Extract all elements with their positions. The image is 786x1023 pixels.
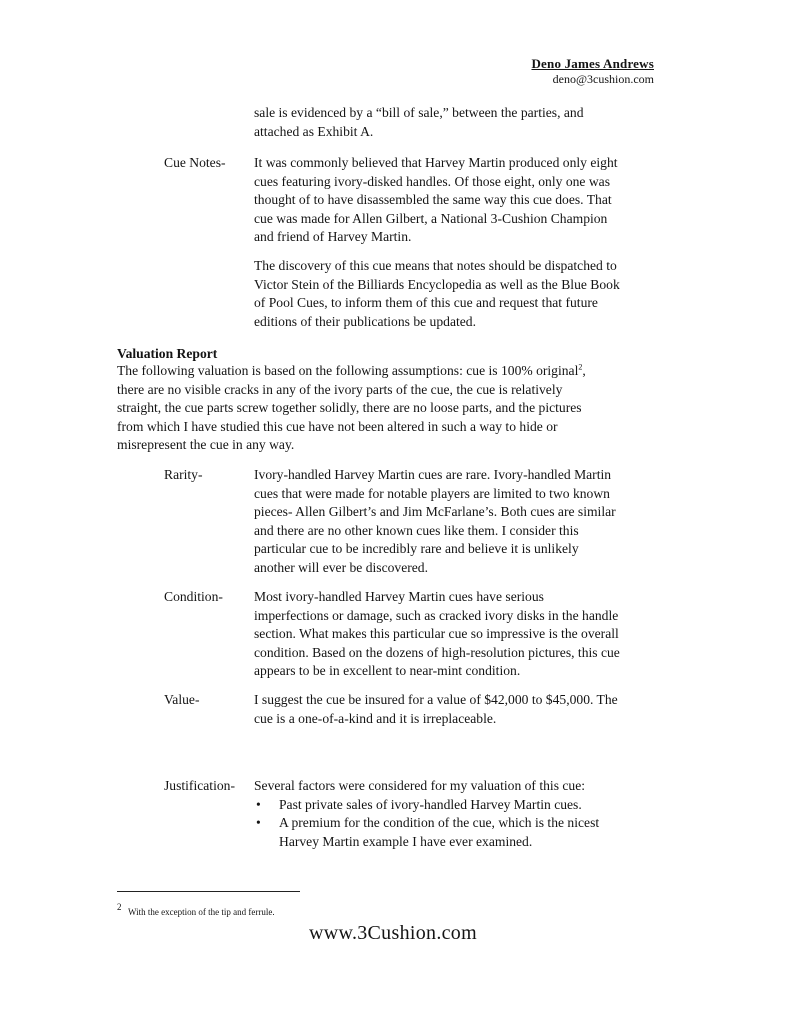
author-name: Deno James Andrews <box>531 56 654 71</box>
rarity-term: Rarity- <box>164 467 203 482</box>
cue-notes-paragraph-1: It was commonly believed that Harvey Martin produced only eight cues featuring ivory-disked handles. Of those eight, only one was thought of to have disassembled the same way this cue does. That cue was made for Allen Gilbert, a National 3-Cushion Champion and friend of Harvey Martin. <box>254 155 618 244</box>
value-paragraph: I suggest the cue be insured for a value of $42,000 to $45,000. The cue is a one-of-a-kind and it is irreplaceable. <box>254 692 618 726</box>
footer-website: www.3Cushion.com <box>309 922 477 944</box>
justification-intro: Several factors were considered for my valuation of this cue: <box>254 778 586 793</box>
list-item: • Past private sales of ivory-handled Harvey Martin cues. <box>254 796 599 815</box>
author-email: deno@3cushion.com <box>552 72 654 86</box>
justification-list <box>254 796 599 852</box>
cue-notes-term: Cue Notes- <box>164 155 226 170</box>
footnote-mark: 2 <box>117 902 122 912</box>
condition-paragraph: Most ivory-handled Harvey Martin cues have serious imperfections or damage, such as cracked ivory disks in the handle section. What makes this particular cue so impressive is the overall condition. Based on the dozens of high-resolution pictures, this cue appears to be in excellent to near-mint condition. <box>254 589 620 678</box>
cue-notes-paragraph-2: The discovery of this cue means that notes should be dispatched to Victor Stein of the Billiards Encyclopedia as well as the Blue Book of Pool Cues, to inform them of this cue and request that future editions of their publications be updated. <box>254 258 620 329</box>
valuation-first-line <box>117 362 586 381</box>
valuation-paragraph: there are no visible cracks in any of the ivory parts of the cue, the cue is relatively straight, the cue parts screw together solidly, there are no loose parts, and the pictures from which I have studied this cue have not been altered in such a way to hide or misrepresent the cue in any way. <box>117 381 582 452</box>
condition-term: Condition- <box>164 589 223 604</box>
footnote-text: With the exception of the tip and ferrule. <box>128 907 275 917</box>
valuation-line-comma: , <box>582 363 586 378</box>
valuation-line-text: The following valuation is based on the following assumptions: cue is 100% original <box>117 363 579 378</box>
footnote-divider <box>117 891 300 892</box>
valuation-heading: Valuation Report <box>117 346 218 361</box>
value-term: Value- <box>164 692 200 707</box>
rarity-paragraph: Ivory-handled Harvey Martin cues are rare. Ivory-handled Martin cues that were made for notable players are limited to two known pieces- Allen Gilbert’s and Jim McFarlane’s. Both cues are similar and there are no other known cues like them. I consider this particular cue to be incredibly rare and believe it is unlikely another will ever be discovered. <box>254 467 616 575</box>
intro-paragraph: sale is evidenced by a “bill of sale,” between the parties, and attached as Exhibit A. <box>254 105 584 139</box>
letterhead <box>531 56 654 87</box>
footnote-reference: 2 <box>578 362 583 372</box>
list-item: • A premium for the condition of the cue, which is the nicest Harvey Martin example I have ever examined. <box>254 814 599 851</box>
justification-term: Justification- <box>164 778 235 793</box>
